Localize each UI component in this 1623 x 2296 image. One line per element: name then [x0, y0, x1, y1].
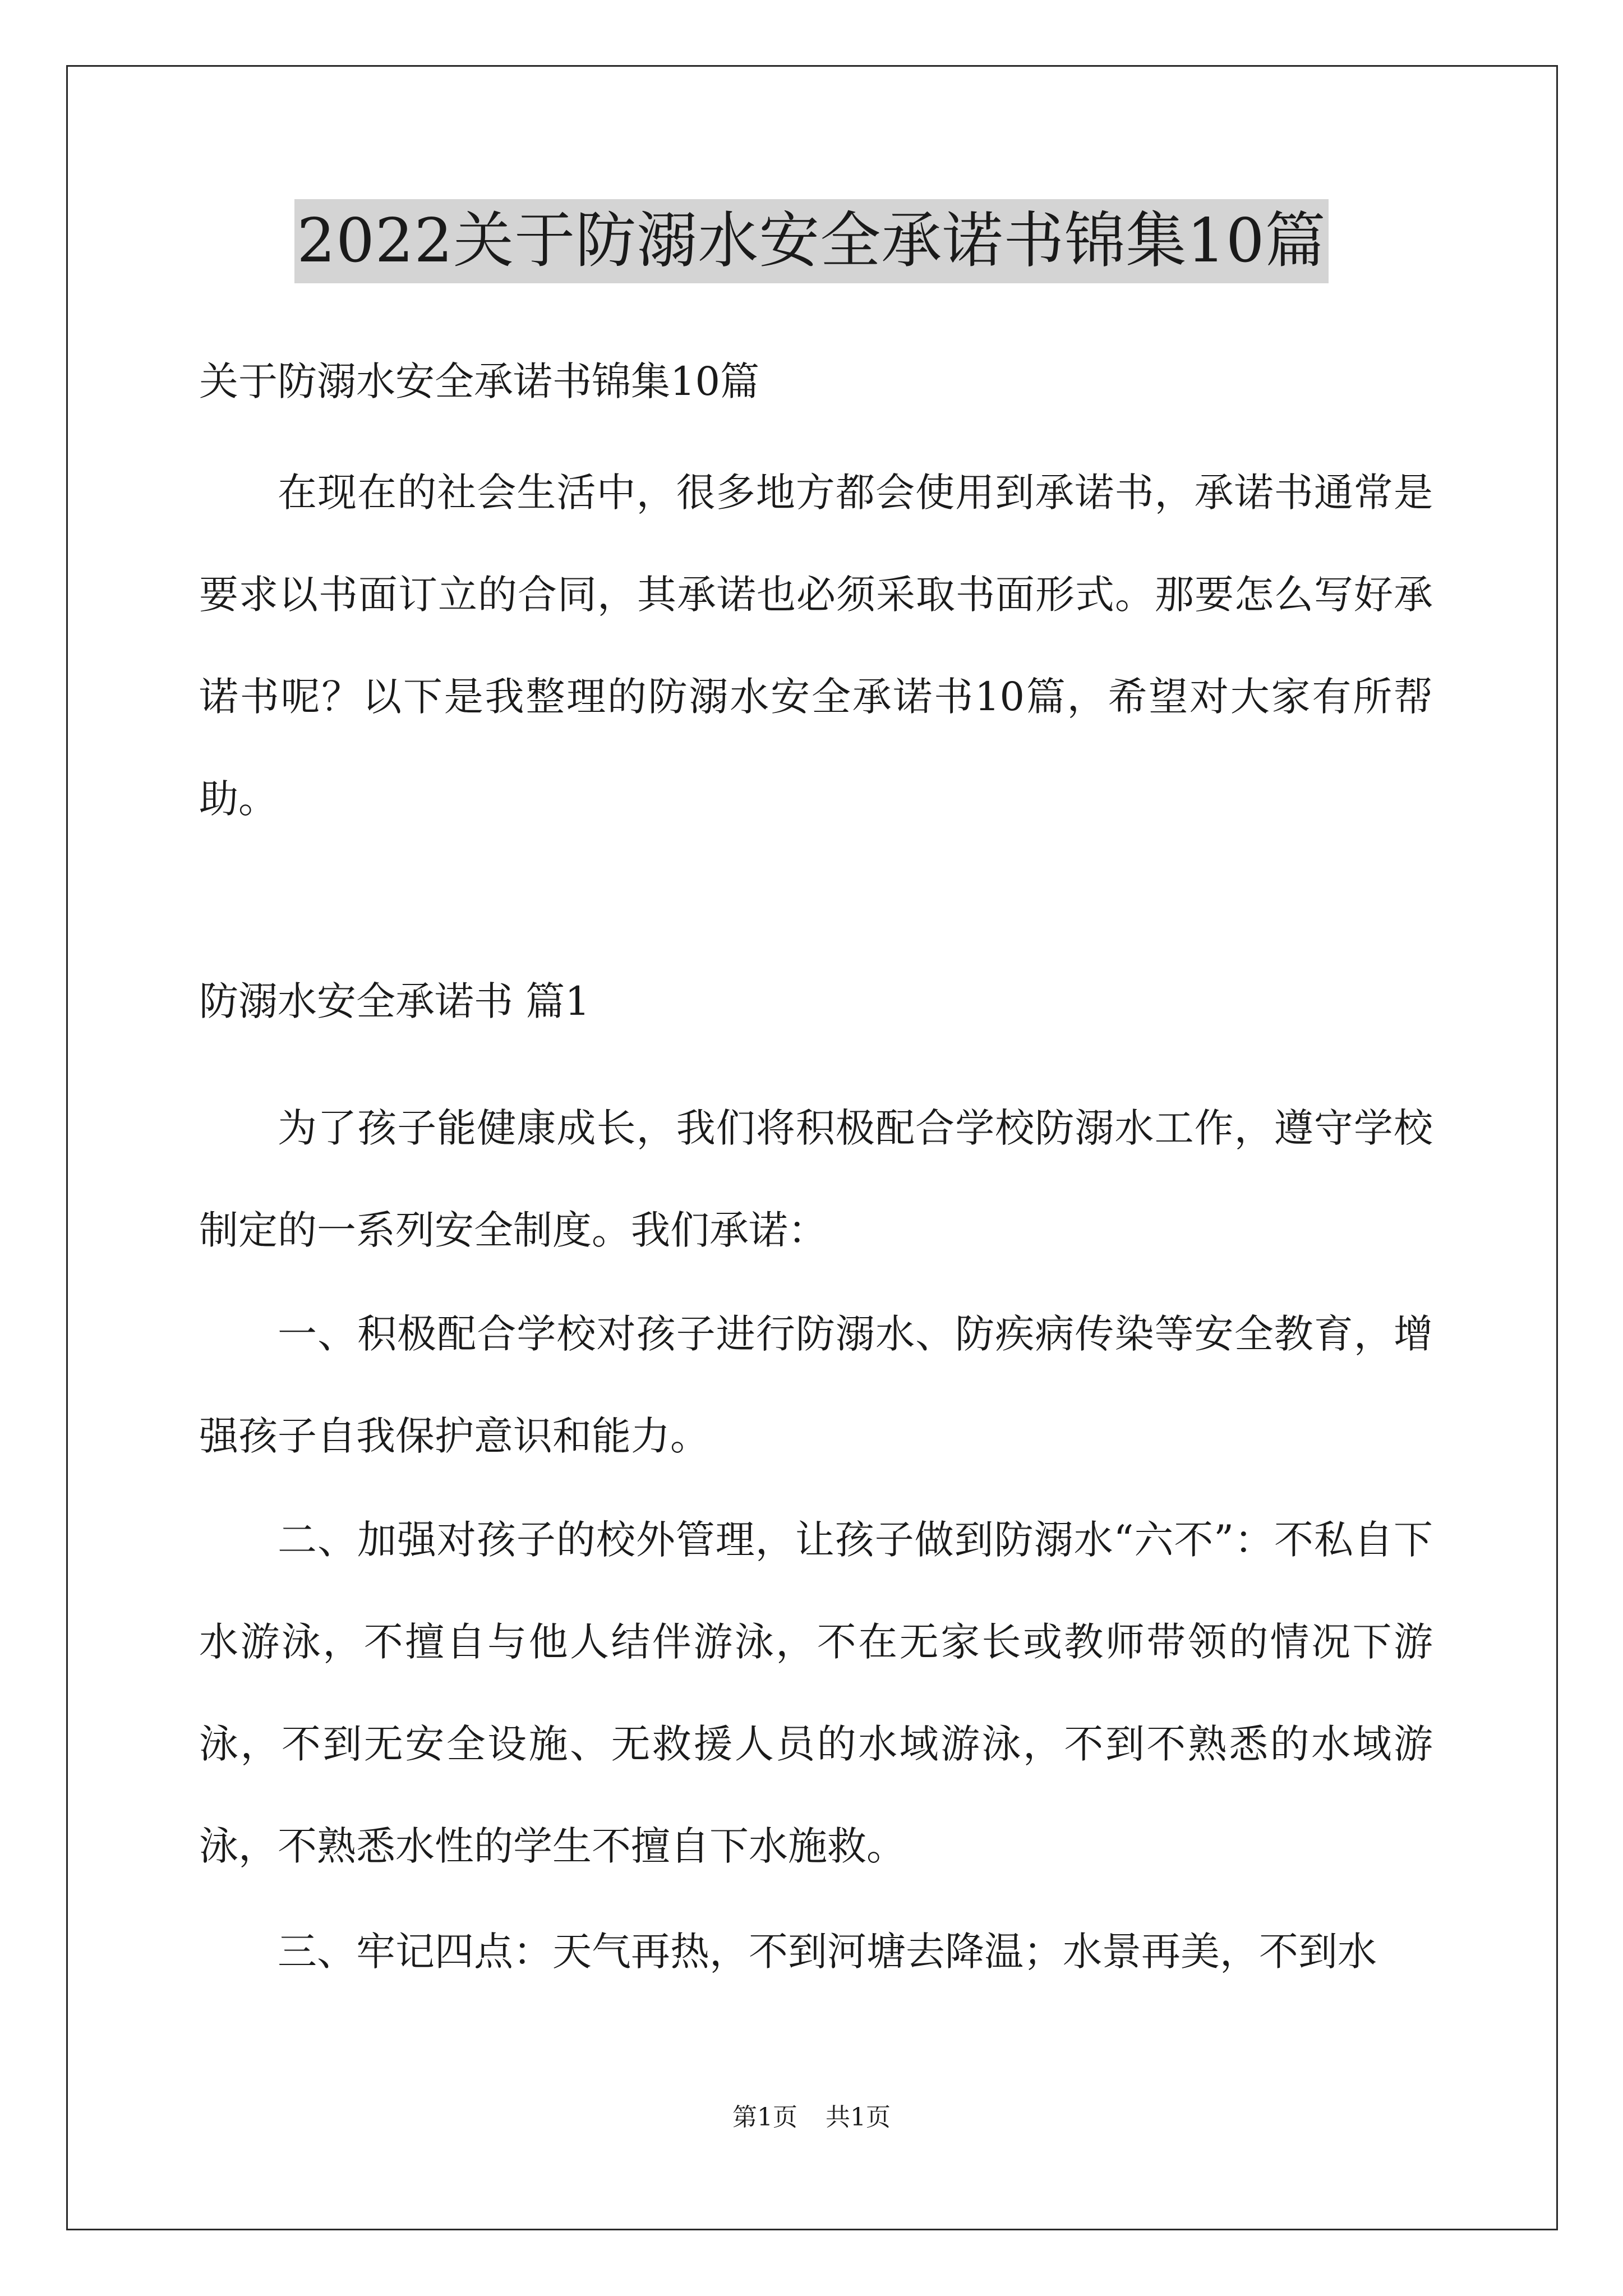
body-paragraph-2: 一、积极配合学校对孩子进行防溺水、防疾病传染等安全教育，增强孩子自我保护意识和能力。 [199, 1311, 1433, 1459]
page-footer [0, 2101, 1623, 2134]
body-paragraph-1: 为了孩子能健康成长，我们将积极配合学校防溺水工作，遵守学校制定的一系列安全制度。我们承诺： [199, 1105, 1433, 1253]
body-paragraph-4: 三、牢记四点：天气再热，不到河塘去降温；水景再美，不到水 [278, 1929, 1377, 1975]
section-heading: 防溺水安全承诺书 篇1 [199, 978, 590, 1024]
title-container [0, 199, 1623, 283]
document-subtitle: 关于防溺水安全承诺书锦集10篇 [199, 358, 760, 404]
page-number: 第1页 [732, 2103, 797, 2132]
body-paragraph-3: 二、加强对孩子的校外管理，让孩子做到防溺水“六不”：不私自下水游泳，不擅自与他人结伴游泳，不在无家长或教师带领的情况下游泳，不到无安全设施、无救援人员的水域游泳，不到不熟悉的水域游泳，不熟悉水性的学生不擅自下水施救。 [199, 1517, 1433, 1869]
intro-paragraph: 在现在的社会生活中，很多地方都会使用到承诺书，承诺书通常是要求以书面订立的合同，其承诺也必须采取书面形式。那要怎么写好承诺书呢？以下是我整理的防溺水安全承诺书10篇，希望对大家有所帮助。 [199, 470, 1433, 822]
document-title: 2022关于防溺水安全承诺书锦集10篇 [294, 199, 1328, 283]
page-total: 共1页 [826, 2103, 891, 2132]
